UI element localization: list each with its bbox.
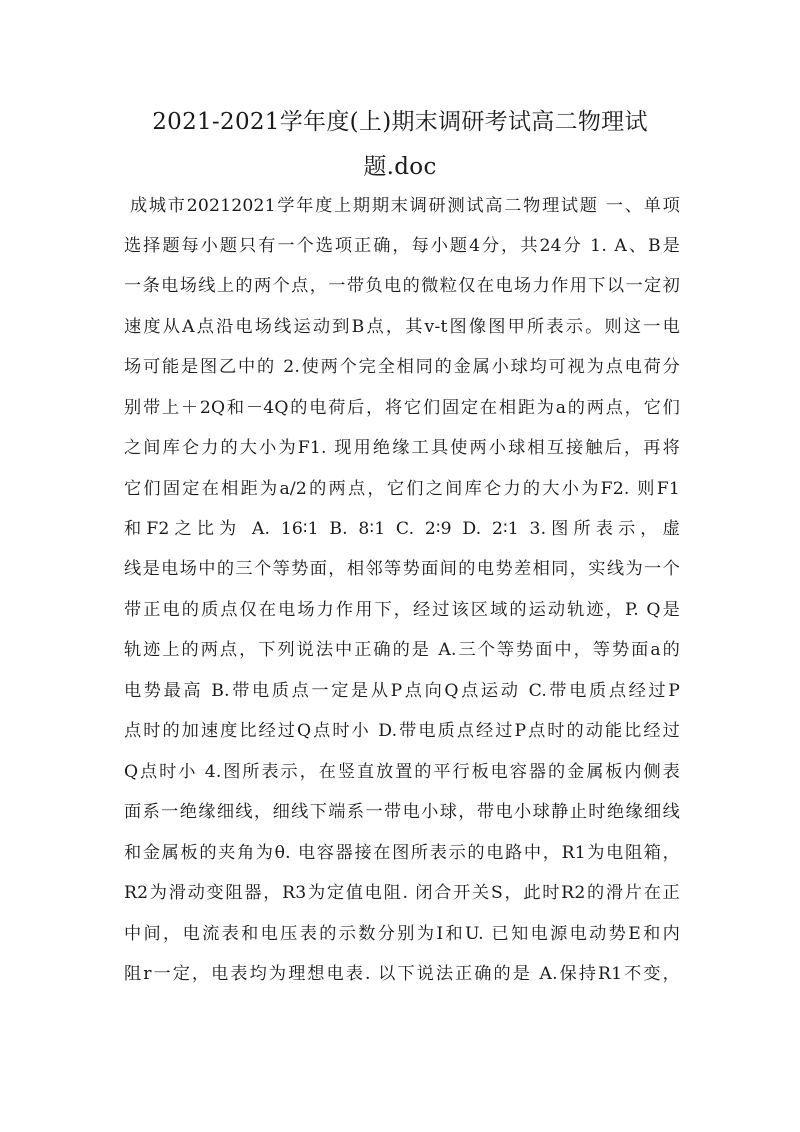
body-text-line: 中间，电流表和电压表的示数分别为I和U. 已知电源电动势E和内 (124, 924, 680, 944)
body-text-line: 它们固定在相距为a/2的两点，它们之间库仑力的大小为F2. 则F1 (124, 479, 680, 499)
body-text-line: Q点时小 4.图所表示，在竖直放置的平行板电容器的金属板内侧表 (124, 762, 680, 782)
body-text-line: 点时的加速度比经过Q点时小 D.带电质点经过P点时的动能比经过 (124, 721, 680, 741)
body-text-line: 速度从A点沿电场线运动到B点，其v-t图像图甲所表示。则这一电 (124, 317, 680, 337)
body-text-line: 成城市20212021学年度上期期末调研测试高二物理试题 一、单项 (130, 196, 680, 216)
body-text-line: 线是电场中的三个等势面，相邻等势面间的电势差相同，实线为一个 (124, 559, 680, 579)
body-text-line: 和金属板的夹角为θ. 电容器接在图所表示的电路中，R1为电阻箱， (124, 843, 680, 863)
body-text-line: 轨迹上的两点，下列说法中正确的是 A.三个等势面中，等势面a的 (124, 640, 680, 660)
body-text-line: 带正电的质点仅在电场力作用下，经过该区域的运动轨迹，P. Q是 (124, 600, 680, 620)
body-text-line: 场可能是图乙中的 2.使两个完全相同的金属小球均可视为点电荷分 (124, 357, 680, 377)
body-text-line: 选择题每小题只有一个选项正确，每小题4分，共24分 1. A、B是 (124, 236, 680, 256)
body-text-line: R2为滑动变阻器，R3为定值电阻. 闭合开关S，此时R2的滑片在正 (124, 883, 680, 903)
body-text-line: 阻r一定，电表均为理想电表. 以下说法正确的是 A.保持R1不变， (124, 964, 680, 984)
body-text-line: 之间库仑力的大小为F1. 现用绝缘工具使两小球相互接触后，再将 (124, 438, 680, 458)
body-text-line: 别带上＋2Q和－4Q的电荷后，将它们固定在相距为a的两点，它们 (124, 398, 680, 418)
body-text-line: 一条电场线上的两个点，一带负电的微粒仅在电场力作用下以一定初 (124, 276, 680, 296)
document-title-line-2: 题.doc (363, 154, 437, 180)
document-title-line-1: 2021-2021学年度(上)期末调研考试高二物理试 (152, 109, 648, 135)
body-text-line: 面系一绝缘细线，细线下端系一带电小球，带电小球静止时绝缘细线 (124, 802, 680, 822)
body-text-line: 和F2之比为 A. 16∶1 B. 8∶1 C. 2∶9 D. 2∶1 3.图所表示，虚 (124, 519, 680, 539)
body-text-line: 电势最高 B.带电质点一定是从P点向Q点运动 C.带电质点经过P (124, 681, 680, 701)
